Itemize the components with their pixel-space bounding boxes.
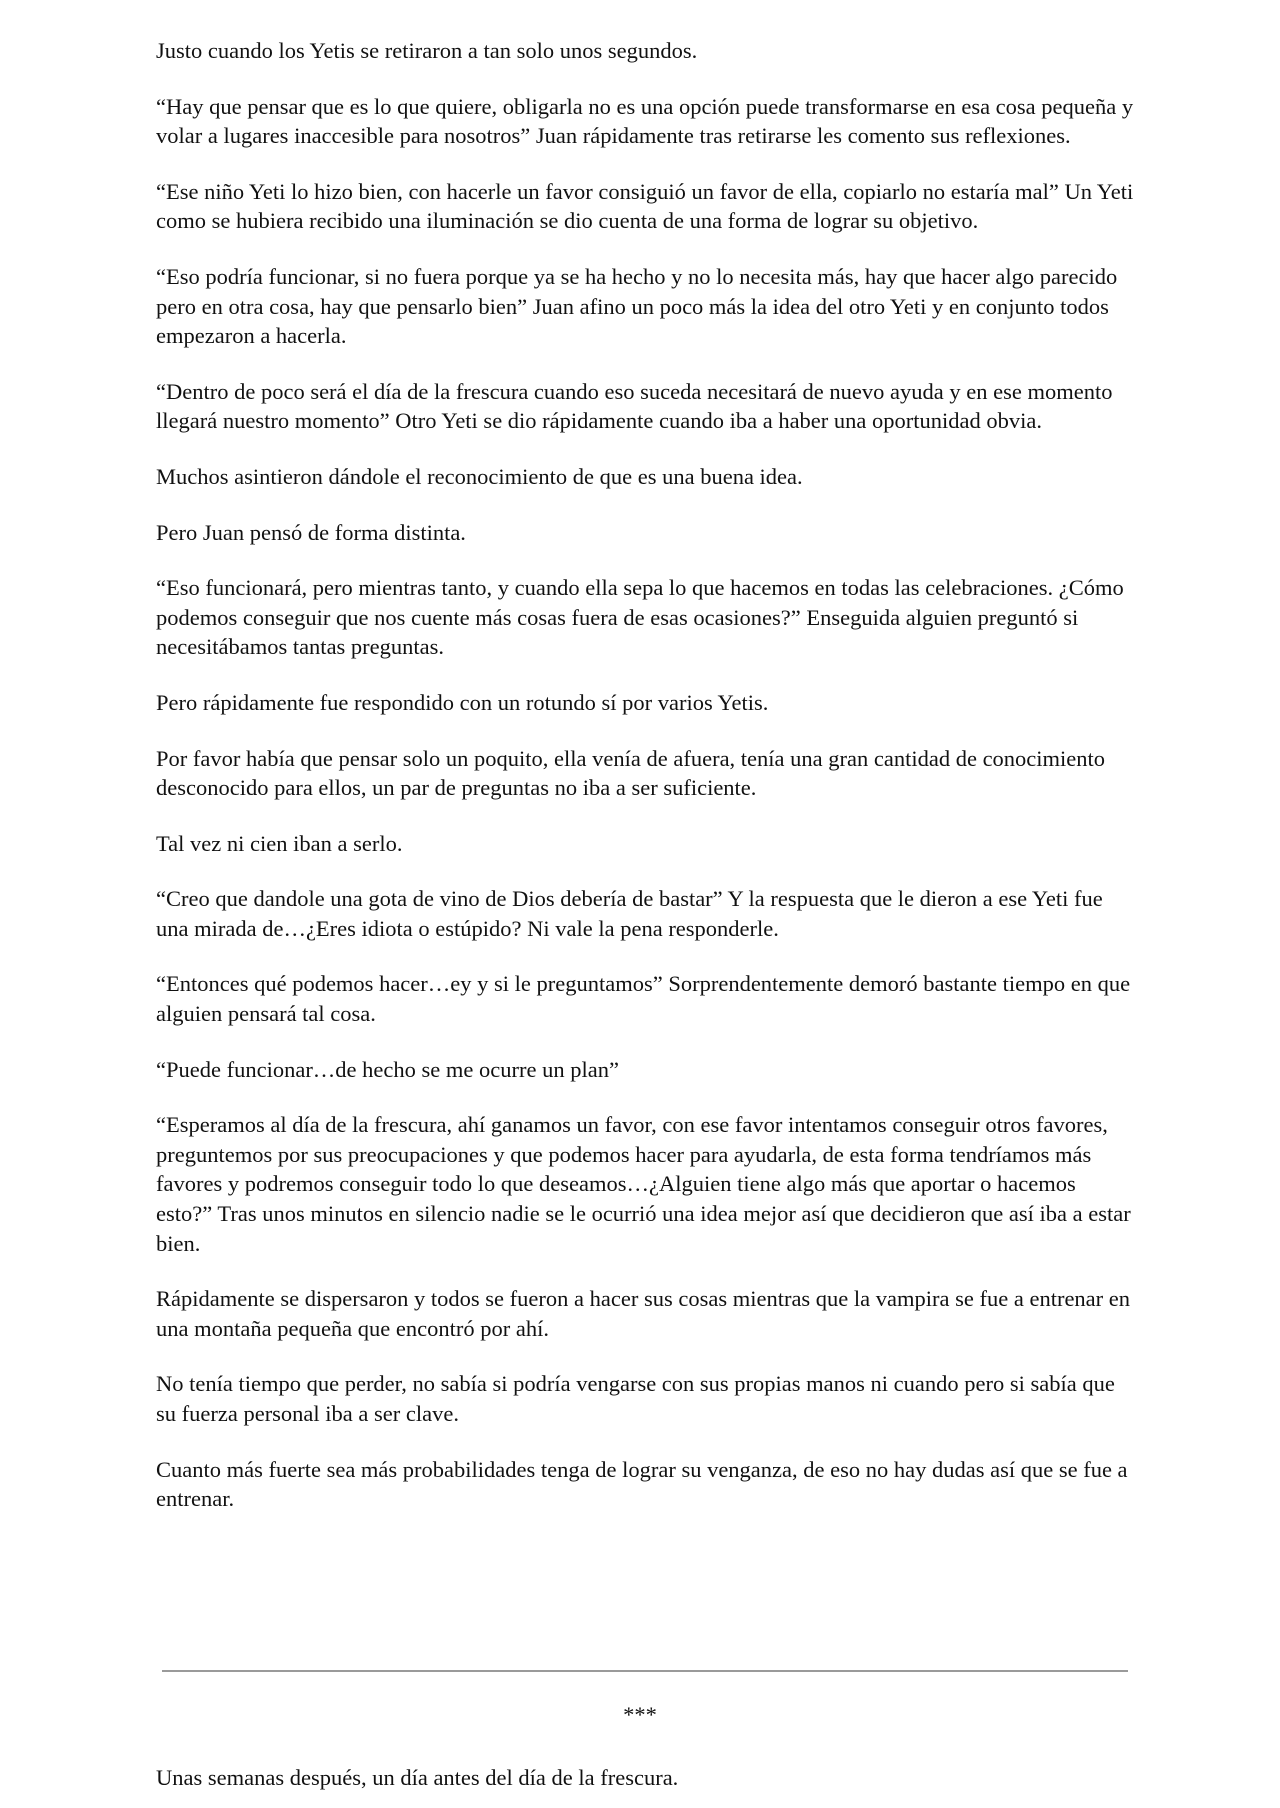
paragraph: “Esperamos al día de la frescura, ahí ganamos un favor, con ese favor intentamos conseguir otros favores, preguntemos por sus preocupaciones y que podemos hacer para ayudarla, de esta forma tendríamos más favores y podremos conseguir todo lo que deseamos…¿Alguien tiene algo más que aportar o hacemos esto?” Tras unos minutos en silencio nadie se le ocurrió una idea mejor así que decidieron que así iba a estar bien. <box>156 1112 1131 1256</box>
final-paragraph: Unas semanas después, un día antes del día de la frescura. <box>156 1765 679 1790</box>
paragraph: Tal vez ni cien iban a serlo. <box>156 830 403 856</box>
paragraph: “Hay que pensar que es lo que quiere, obligarla no es una opción puede transformarse en esa cosa pequeña y volar a lugares inaccesible para nosotros” Juan rápidamente tras retirarse les comento sus reflexiones. <box>156 93 1134 149</box>
paragraph: Muchos asintieron dándole el reconocimiento de que es una buena idea. <box>156 463 803 489</box>
horizontal-divider <box>162 1670 1128 1672</box>
paragraph: “Ese niño Yeti lo hizo bien, con hacerle un favor consiguió un favor de ella, copiarlo no estaría mal” Un Yeti como se hubiera recibido una iluminación se dio cuenta de una forma de lograr su objetivo. <box>156 178 1134 234</box>
paragraph: “Eso podría funcionar, si no fuera porque ya se ha hecho y no lo necesita más, hay que hacer algo parecido pero en otra cosa, hay que pensarlo bien” Juan afino un poco más la idea del otro Yeti y en conjunto todos empezaron a hacerla. <box>156 263 1118 349</box>
body-text <box>156 36 1134 1540</box>
paragraph: No tenía tiempo que perder, no sabía si podría vengarse con sus propias manos ni cuando pero si sabía que su fuerza personal iba a ser clave. <box>156 1371 1115 1426</box>
paragraph: Por favor había que pensar solo un poquito, ella venía de afuera, tenía una gran cantidad de conocimiento desconocido para ellos, un par de preguntas no iba a ser suficiente. <box>156 745 1106 801</box>
paragraph: Rápidamente se dispersaron y todos se fueron a hacer sus cosas mientras que la vampira se fue a entrenar en una montaña pequeña que encontró por ahí. <box>156 1286 1131 1341</box>
paragraph: “Eso funcionará, pero mientras tanto, y cuando ella sepa lo que hacemos en todas las celebraciones. ¿Cómo podemos conseguir que nos cuente más cosas fuera de esas ocasiones?” Enseguida alguien preguntó si necesitábamos tantas preguntas. <box>156 575 1124 660</box>
paragraph: Justo cuando los Yetis se retiraron a tan solo unos segundos. <box>156 38 698 63</box>
paragraph: Pero rápidamente fue respondido con un rotundo sí por varios Yetis. <box>156 689 769 715</box>
paragraph: “Puede funcionar…de hecho se me ocurre un plan” <box>156 1056 619 1082</box>
paragraph: Pero Juan pensó de forma distinta. <box>156 519 466 545</box>
paragraph: “Creo que dandole una gota de vino de Dios debería de bastar” Y la respuesta que le dieron a ese Yeti fue una mirada de…¿Eres idiota o estúpido? Ni vale la pena responderle. <box>156 886 1103 941</box>
paragraph: “Dentro de poco será el día de la frescura cuando eso suceda necesitará de nuevo ayuda y en ese momento llegará nuestro momento” Otro Yeti se dio rápidamente cuando iba a haber una oportunidad obvia. <box>156 378 1113 434</box>
paragraph: Cuanto más fuerte sea más probabilidades tenga de lograr su venganza, de eso no hay dudas así que se fue a entrenar. <box>156 1456 1128 1512</box>
scene-break: *** <box>623 1702 657 1727</box>
paragraph: “Entonces qué podemos hacer…ey y si le preguntamos” Sorprendentemente demoró bastante tiempo en que alguien pensará tal cosa. <box>156 971 1131 1027</box>
